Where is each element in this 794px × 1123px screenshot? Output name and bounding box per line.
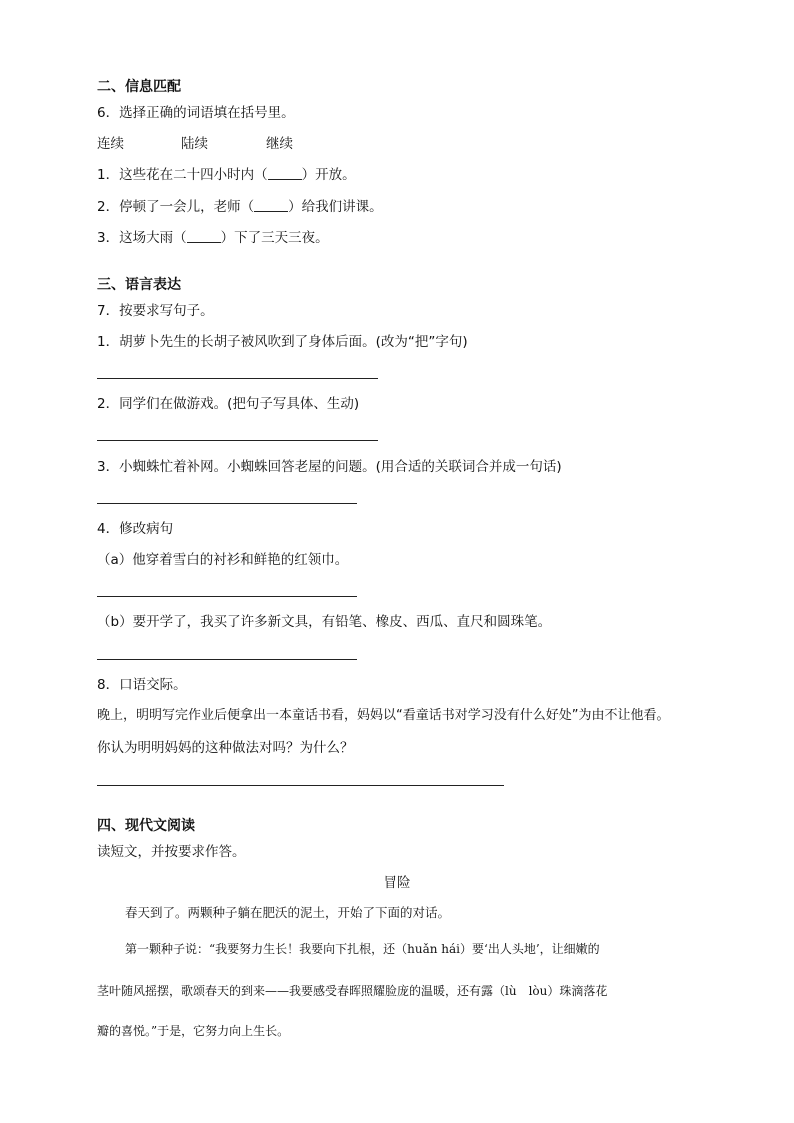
question-8: 8．口语交际。 bbox=[97, 677, 187, 693]
fill-blank-1[interactable] bbox=[268, 166, 302, 180]
fill-blank-2[interactable] bbox=[254, 198, 288, 212]
sentence-task-1: 1．胡萝卜先生的长胡子被风吹到了身体后面。(改为“把”字句) bbox=[97, 334, 468, 350]
answer-line-3[interactable] bbox=[97, 503, 357, 504]
story-paragraph-1: 春天到了。两颗种子躺在肥沃的泥土，开始了下面的对话。 bbox=[125, 905, 451, 920]
word-option-1: 连续 bbox=[97, 136, 124, 152]
sentence-task-4: 4．修改病句 bbox=[97, 521, 174, 537]
question-8-scenario: 晚上，明明写完作业后便拿出一本童话书看，妈妈以“看童话书对学习没有什么好处”为由不让他看。 bbox=[97, 708, 670, 723]
answer-line-2[interactable] bbox=[97, 440, 378, 441]
section-2-heading: 二、信息匹配 bbox=[97, 79, 181, 95]
fill-item-3-post: ）下了三天三夜。 bbox=[220, 230, 329, 246]
sentence-task-3: 3．小蜘蛛忙着补网。小蜘蛛回答老屋的问题。(用合适的关联词合并成一句话) bbox=[97, 459, 562, 475]
story-title: 冒险 bbox=[383, 875, 411, 891]
fill-item-1-post: ）开放。 bbox=[301, 167, 356, 183]
sentence-task-2: 2．同学们在做游戏。(把句子写具体、生动) bbox=[97, 396, 360, 412]
question-8-prompt: 你认为明明妈妈的这种做法对吗？为什么？ bbox=[97, 740, 354, 756]
story-paragraph-2-line-1: 第一颗种子说：“我要努力生长！我要向下扎根，还（huǎn hái）要‘出人头地’，让细嫩的 bbox=[125, 942, 600, 956]
section-4-heading: 四、现代文阅读 bbox=[97, 818, 195, 834]
answer-line-4b[interactable] bbox=[97, 659, 357, 660]
word-option-2: 陆续 bbox=[181, 136, 208, 152]
answer-line-1[interactable] bbox=[97, 378, 378, 379]
reading-instruction: 读短文，并按要求作答。 bbox=[97, 844, 246, 860]
fill-item-3 bbox=[97, 229, 329, 247]
word-option-3: 继续 bbox=[266, 136, 293, 152]
sentence-task-4b: （b）要开学了，我买了许多新文具，有铅笔、橡皮、西瓜、直尺和圆珠笔。 bbox=[97, 614, 552, 630]
answer-line-4a[interactable] bbox=[97, 596, 357, 597]
fill-item-2-post: ）给我们讲课。 bbox=[288, 199, 383, 215]
section-3-heading: 三、语言表达 bbox=[97, 277, 181, 293]
story-paragraph-2-line-2: 茎叶随风摇摆，歌颂春天的到来——我要感受春晖照耀脸庞的温暖，还有露（lù lòu）珠滴落花 bbox=[97, 984, 608, 998]
story-paragraph-2-line-3: 瓣的喜悦。”于是，它努力向上生长。 bbox=[97, 1024, 290, 1038]
answer-line-8[interactable] bbox=[97, 785, 504, 786]
fill-item-2 bbox=[97, 198, 383, 216]
fill-item-3-pre: 3．这场大雨（ bbox=[97, 230, 187, 246]
fill-blank-3[interactable] bbox=[187, 229, 221, 243]
question-6: 6．选择正确的词语填在括号里。 bbox=[97, 105, 295, 121]
sentence-task-4a: （a）他穿着雪白的衬衫和鲜艳的红领巾。 bbox=[97, 552, 349, 568]
fill-item-1 bbox=[97, 166, 356, 184]
fill-item-1-pre: 1．这些花在二十四小时内（ bbox=[97, 167, 268, 183]
question-7: 7．按要求写句子。 bbox=[97, 303, 214, 319]
fill-item-2-pre: 2．停顿了一会儿，老师（ bbox=[97, 199, 255, 215]
